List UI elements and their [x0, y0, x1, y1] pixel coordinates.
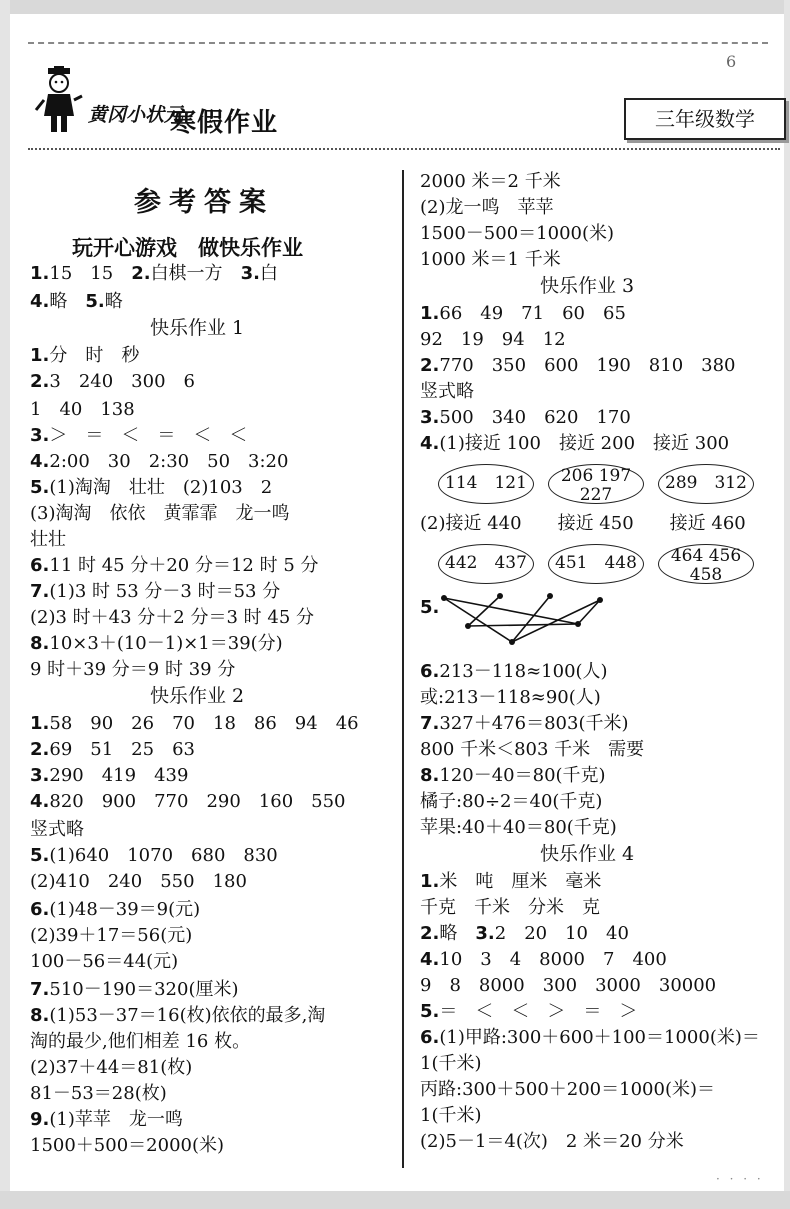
oval-text: 458	[689, 565, 723, 585]
answer-text: 327＋476＝803(千米)	[439, 713, 629, 734]
answer-line	[420, 1052, 482, 1076]
answer-text: 500 340 620 170	[439, 407, 631, 428]
answer-text: (2)龙一鸣 苹苹	[420, 197, 554, 218]
answer-text: 69 51 25 63	[49, 739, 195, 760]
answer-line	[30, 1004, 325, 1028]
corner-mark: 6	[726, 52, 737, 71]
answer-number: 2.	[30, 371, 50, 392]
answer-line	[30, 528, 66, 552]
grade-label-box: 三年级数学	[624, 98, 786, 140]
answer-line	[30, 870, 247, 894]
matching-lines-diagram	[420, 588, 620, 648]
answer-number: 1.	[30, 345, 50, 366]
answer-text: 竖式略	[420, 381, 474, 402]
answer-line	[420, 712, 629, 736]
answer-number: 1.	[420, 871, 440, 892]
answer-line	[420, 1104, 482, 1128]
answer-text: 千克 千米 分米 克	[420, 897, 600, 918]
answer-line	[420, 222, 614, 246]
section-heading: 快乐作业 1	[150, 317, 245, 339]
answer-line	[420, 328, 566, 352]
answer-text: 213－118≈100(人)	[439, 661, 608, 682]
answer-text: 竖式略	[30, 819, 84, 840]
answer-line	[30, 790, 346, 814]
answer-number: 2.	[30, 739, 50, 760]
answer-text: 2 20 10 40	[494, 923, 629, 944]
oval-text: 464 456	[670, 546, 742, 566]
answer-line	[30, 290, 123, 314]
answer-text: 1500－500＝1000(米)	[420, 223, 615, 244]
answer-line	[420, 686, 601, 710]
answer-line	[30, 764, 188, 788]
answer-text: 100－56＝44(元)	[30, 951, 179, 972]
page-frame-bottom	[0, 1191, 790, 1209]
oval-text: 206 197	[560, 466, 632, 486]
answer-text: 10 3 4 8000 7 400	[439, 949, 667, 970]
brand-title: 寒假作业	[170, 108, 279, 138]
answer-text: 略	[104, 291, 123, 312]
answer-text: 9 8 8000 300 3000 30000	[420, 975, 717, 996]
answer-line	[30, 712, 359, 736]
answer-line	[420, 380, 474, 404]
page-frame-right	[784, 0, 790, 1209]
answer-line	[420, 974, 716, 998]
answer-text: ＝ ＜ ＜ ＞ ＝ ＞	[439, 1001, 638, 1022]
answer-text: ＞ ＝ ＜ ＝ ＜ ＜	[49, 425, 248, 446]
answer-text: (2)5－1＝4(次) 2 米＝20 分米	[420, 1131, 684, 1152]
answer-text: 略	[49, 291, 86, 312]
answer-number: 5.	[30, 477, 50, 498]
answer-text: 81－53＝28(枚)	[30, 1083, 167, 1104]
answer-text: (1)3 时 53 分－3 时＝53 分	[49, 581, 281, 602]
answer-line	[420, 406, 631, 430]
answer-line	[30, 738, 195, 762]
answer-text: 15 15	[49, 263, 132, 284]
answer-line	[420, 922, 629, 946]
oval-text: 442 437	[445, 553, 527, 573]
answer-line	[30, 344, 139, 368]
answer-number: 1.	[30, 713, 50, 734]
answer-line	[420, 1130, 684, 1154]
answer-number: 3.	[420, 407, 440, 428]
answer-line	[30, 580, 280, 604]
answer-number: 4.	[30, 291, 50, 312]
answer-line	[420, 170, 561, 194]
oval-text: 289 312	[665, 473, 747, 493]
answer-line	[30, 476, 272, 500]
answer-text: 米 吨 厘米 毫米	[439, 871, 602, 892]
oval-text: 227	[579, 485, 613, 505]
answer-text: (1)53－37＝16(枚)依依的最多,淘	[49, 1005, 326, 1026]
answer-line	[30, 554, 319, 578]
section-heading: 快乐作业 2	[150, 685, 245, 707]
column-divider	[402, 170, 404, 1168]
answer-line	[30, 370, 195, 394]
answer-line	[30, 950, 178, 974]
mascot-logo-icon	[34, 66, 84, 138]
oval-text: 451 448	[555, 553, 637, 573]
answer-text: (3)淘淘 依依 黄霏霏 龙一鸣	[30, 503, 290, 524]
answer-text: 1(千米)	[420, 1053, 482, 1074]
answer-number: 9.	[30, 1109, 50, 1130]
answer-number: 5.	[85, 291, 105, 312]
answer-text: 10×3＋(10－1)×1＝39(分)	[49, 633, 283, 654]
answer-text: 白	[259, 263, 278, 284]
answer-text: 或:213－118≈90(人)	[420, 687, 601, 708]
answer-number: 5.	[420, 1001, 440, 1022]
answer-number: 2.	[420, 923, 440, 944]
answer-oval	[548, 464, 644, 504]
answer-line	[30, 398, 135, 422]
answer-text: 66 49 71 60 65	[439, 303, 626, 324]
answer-text: 9 时＋39 分＝9 时 39 分	[30, 659, 236, 680]
answer-text: 770 350 600 190 810 380	[439, 355, 736, 376]
answer-line	[30, 502, 290, 526]
answer-text: 1(千米)	[420, 1105, 482, 1126]
answer-number: 6.	[420, 661, 440, 682]
answer-text: 分 时 秒	[49, 345, 140, 366]
answer-line	[30, 424, 247, 448]
answer-text: 2000 米＝2 千米	[420, 171, 561, 192]
answer-number: 4.	[420, 433, 440, 454]
answer-number: 8.	[420, 765, 440, 786]
answer-line	[420, 816, 617, 840]
page-frame-left	[0, 0, 10, 1209]
answer-text: 白棋一方	[150, 263, 223, 284]
header-dotted-rule	[28, 148, 780, 150]
answer-line	[420, 870, 601, 894]
brand-script-logo: 黄冈小状元	[88, 104, 184, 126]
answer-number: 4.	[30, 791, 50, 812]
answer-line	[30, 1134, 224, 1158]
answer-text: 800 千米＜803 千米 需要	[420, 739, 645, 760]
section-heading: 快乐作业 3	[540, 275, 635, 297]
answer-number: 7.	[30, 979, 50, 1000]
answer-text: 1 40 138	[30, 399, 135, 420]
page-subtitle: 玩开心游戏 做快乐作业	[72, 236, 303, 260]
answer-text: 58 90 26 70 18 86 94 46	[49, 713, 359, 734]
answer-line	[30, 818, 84, 842]
answer-number: 4.	[420, 949, 440, 970]
answer-text: 290 419 439	[49, 765, 189, 786]
answer-number: 8.	[30, 633, 50, 654]
answer-line	[420, 738, 644, 762]
answer-number: 7.	[420, 713, 440, 734]
answer-line	[420, 1000, 637, 1024]
answer-oval	[438, 544, 534, 584]
section-heading: 快乐作业 4	[540, 843, 635, 865]
answer-text: 淘的最少,他们相差 16 枚。	[30, 1031, 251, 1052]
answer-text: (1)接近 100 接近 200 接近 300	[439, 433, 730, 454]
answer-text: 120－40＝80(千克)	[439, 765, 606, 786]
answer-text: 3 240 300 6	[49, 371, 195, 392]
answer-number: 6.	[30, 555, 50, 576]
answer-line	[30, 1108, 183, 1132]
answer-number: 2.	[420, 355, 440, 376]
answer-line	[420, 354, 736, 378]
answer-text: (1)甲路:300＋600＋100＝1000(米)＝	[439, 1027, 760, 1048]
page-header	[20, 66, 788, 146]
answer-text	[223, 263, 241, 284]
answer-number: 6.	[420, 1027, 440, 1048]
answer-line	[30, 1082, 167, 1106]
answer-oval	[658, 464, 754, 504]
answer-text: (1)淘淘 壮壮 (2)103 2	[49, 477, 273, 498]
answer-line	[30, 632, 283, 656]
answer-number: 1.	[420, 303, 440, 324]
answer-oval	[548, 544, 644, 584]
answer-text: 壮壮	[30, 529, 66, 550]
answer-number: 6.	[30, 899, 50, 920]
answer-number: 4.	[30, 451, 50, 472]
page-corner-dots: · · · ·	[716, 1172, 764, 1186]
near-row2-line: (2)接近 440 接近 450 接近 460	[420, 513, 746, 534]
answer-number: 8.	[30, 1005, 50, 1026]
answer-line	[30, 1056, 192, 1080]
answer-oval	[438, 464, 534, 504]
answer-text: 橘子:80÷2＝40(千克)	[420, 791, 603, 812]
answer-line	[30, 606, 314, 630]
answer-text: 510－190＝320(厘米)	[49, 979, 239, 1000]
answer-text: (1)640 1070 680 830	[49, 845, 278, 866]
answer-line	[30, 898, 200, 922]
answer-line	[30, 844, 278, 868]
answer-line	[420, 1026, 760, 1050]
answer-line	[420, 790, 602, 814]
answer-line	[30, 450, 288, 474]
answer-line	[30, 658, 235, 682]
answer-number: 5.	[30, 845, 50, 866]
answer-line	[420, 196, 554, 220]
answer-line	[420, 764, 606, 788]
answer-text: (1)苹苹 龙一鸣	[49, 1109, 183, 1130]
answer-text: (2)410 240 550 180	[30, 871, 247, 892]
answer-text: 略	[439, 923, 476, 944]
answer-text: (2)3 时＋43 分＋2 分＝3 时 45 分	[30, 607, 314, 628]
answer-text: 1000 米＝1 千米	[420, 249, 561, 270]
answer-text: 丙路:300＋500＋200＝1000(米)＝	[420, 1079, 715, 1100]
top-dashed-rule	[28, 42, 768, 44]
answer-line	[30, 978, 239, 1002]
answer-line	[420, 660, 608, 684]
answer-line	[30, 924, 192, 948]
answer-text: 1500＋500＝2000(米)	[30, 1135, 225, 1156]
answer-text: (2)37＋44＝81(枚)	[30, 1057, 193, 1078]
answer-text: 苹果:40＋40＝80(千克)	[420, 817, 617, 838]
answer-text: 11 时 45 分＋20 分＝12 时 5 分	[49, 555, 319, 576]
answer-text: 2:00 30 2:30 50 3:20	[49, 451, 289, 472]
answer-line	[420, 1078, 715, 1102]
answer-number: 3.	[30, 765, 50, 786]
answer-text: 92 19 94 12	[420, 329, 566, 350]
page-frame-top	[0, 0, 790, 14]
answer-number: 7.	[30, 581, 50, 602]
answer-line	[420, 432, 729, 456]
answer-oval	[658, 544, 754, 584]
answer-text: (1)48－39＝9(元)	[49, 899, 201, 920]
answer-text: (2)39＋17＝56(元)	[30, 925, 193, 946]
answer-line	[30, 262, 278, 286]
answer-line	[420, 896, 600, 920]
answer-number: 3.	[30, 425, 50, 446]
answer-number: 3.	[475, 923, 495, 944]
page-title: 参考答案	[134, 187, 274, 218]
answer-number: 2.	[131, 263, 151, 284]
answer-text: 820 900 770 290 160 550	[49, 791, 346, 812]
answer-line	[420, 948, 667, 972]
answer-line	[420, 302, 626, 326]
answer-line	[420, 248, 561, 272]
answer-number: 1.	[30, 263, 50, 284]
answer-number: 5.	[420, 597, 440, 618]
answer-line	[30, 1030, 250, 1054]
oval-text: 114 121	[445, 473, 527, 493]
answer-number: 3.	[240, 263, 260, 284]
